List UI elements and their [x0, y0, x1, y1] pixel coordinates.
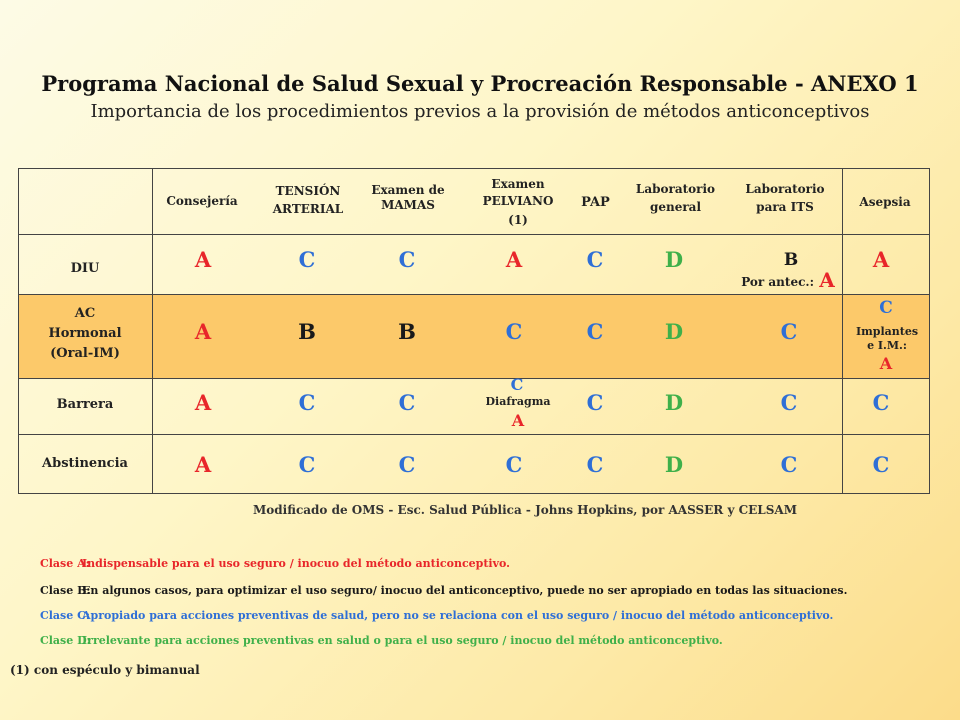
header-line: PELVIANO [482, 194, 554, 208]
grade-cell: C [879, 298, 893, 318]
grade-cell: D [664, 452, 684, 477]
legend-key: Clase D: [40, 634, 91, 647]
legend-class-b [40, 584, 847, 597]
table-rule [18, 234, 930, 235]
grade-cell: A [505, 247, 523, 272]
header-asepsia: Asepsia [859, 195, 911, 209]
grade-cell: C [398, 390, 416, 415]
legend-key: Clase A: [40, 557, 90, 570]
grade-cell: A [879, 354, 893, 373]
legend-key: Clase C: [40, 609, 90, 622]
grade-cell: C [510, 375, 524, 394]
grade-cell: C [872, 452, 890, 477]
header-laboratorio-general [623, 182, 728, 215]
grade-cell: C [398, 452, 416, 477]
header-line: Laboratorio [745, 182, 825, 196]
grade-cell: A [194, 247, 212, 272]
grade-cell: A [819, 268, 835, 292]
header-line: Examen [491, 177, 545, 191]
legend-text: Irrelevante para acciones preventivas en salud o para el uso seguro / inocuo del método anticonceptivo. [82, 634, 723, 647]
header-consejeria: Consejería [166, 194, 238, 208]
table-rule [18, 294, 930, 295]
legend-key: Clase B: [40, 584, 91, 597]
grade-cell: A [194, 452, 212, 477]
page-subtitle: Importancia de los procedimientos previos a la provisión de métodos anticonceptivos [90, 101, 870, 122]
header-line: para ITS [756, 200, 814, 214]
header-line: general [649, 200, 702, 214]
cell-note: Diafragma [485, 395, 551, 408]
grade-cell: B [298, 319, 316, 344]
grade-cell: C [298, 452, 316, 477]
row-label-abstinencia: Abstinencia [42, 456, 128, 471]
header-line: (1) [508, 213, 528, 227]
legend-text: Indispensable para el uso seguro / inocuo del método anticonceptivo. [82, 557, 510, 570]
table-border-top [18, 168, 930, 169]
table-border-bottom [18, 493, 930, 494]
grade-cell: A [872, 247, 890, 272]
table-rule [18, 434, 930, 435]
source-credit: Modificado de OMS - Esc. Salud Pública - Johns Hopkins, por AASSER y CELSAM [252, 503, 798, 517]
header-pap: PAP [581, 195, 610, 210]
grade-cell: A [194, 390, 212, 415]
header-line: Examen de [371, 183, 445, 197]
grade-cell: C [298, 247, 316, 272]
grade-cell: D [664, 390, 684, 415]
row-label-diu: DIU [70, 261, 100, 276]
header-examen-pelviano [473, 177, 563, 228]
grade-cell: C [780, 452, 798, 477]
page-title: Programa Nacional de Salud Sexual y Procreación Responsable - ANEXO 1 [41, 71, 919, 96]
cell-note-line: e I.M.: [867, 339, 907, 352]
grade-cell: C [780, 319, 798, 344]
grade-cell: B [783, 250, 799, 270]
legend-class-c [40, 609, 833, 622]
cell-note-line: Implantes [855, 325, 919, 338]
grade-cell: C [780, 390, 798, 415]
cell-note: Por antec.: [741, 275, 814, 289]
grade-cell: C [505, 452, 523, 477]
header-laboratorio-its [730, 182, 840, 215]
grade-cell: C [505, 319, 523, 344]
procedures-table [18, 168, 930, 494]
grade-cell: C [586, 247, 604, 272]
row-label-hormonal [18, 304, 152, 364]
header-line: ARTERIAL [272, 202, 344, 216]
footnote: (1) con espéculo y bimanual [10, 663, 200, 677]
header-line: Laboratorio [635, 182, 716, 196]
header-tension-arterial [253, 184, 363, 217]
row-label-line: Hormonal [48, 326, 122, 341]
grade-cell: C [398, 247, 416, 272]
grade-cell: D [664, 319, 684, 344]
legend-class-d [40, 634, 723, 647]
header-examen-mamas [358, 183, 458, 213]
grade-cell: C [586, 452, 604, 477]
table-rule [152, 168, 153, 494]
legend-text: En algunos casos, para optimizar el uso seguro/ inocuo del anticonceptivo, puede no ser apropiado en todas las situaciones. [82, 584, 848, 597]
grade-cell: A [194, 319, 212, 344]
row-label-barrera: Barrera [56, 397, 114, 412]
table-rule [18, 378, 930, 379]
legend-class-a [40, 557, 510, 570]
grade-cell: C [298, 390, 316, 415]
legend-text: Apropiado para acciones preventivas de salud, pero no se relaciona con el uso seguro / inocuo del método anticonceptivo. [82, 609, 834, 622]
header-line: TENSIÓN [275, 184, 341, 198]
grade-cell: C [872, 390, 890, 415]
grade-cell: C [586, 390, 604, 415]
cell-note [844, 325, 930, 353]
row-label-line: (Oral-IM) [50, 346, 120, 361]
header-line: MAMAS [381, 198, 435, 212]
grade-cell: A [511, 411, 525, 430]
row-label-line: AC [74, 306, 96, 321]
grade-cell: D [664, 247, 684, 272]
table-rule [842, 168, 843, 494]
grade-cell: C [586, 319, 604, 344]
grade-cell: B [398, 319, 416, 344]
